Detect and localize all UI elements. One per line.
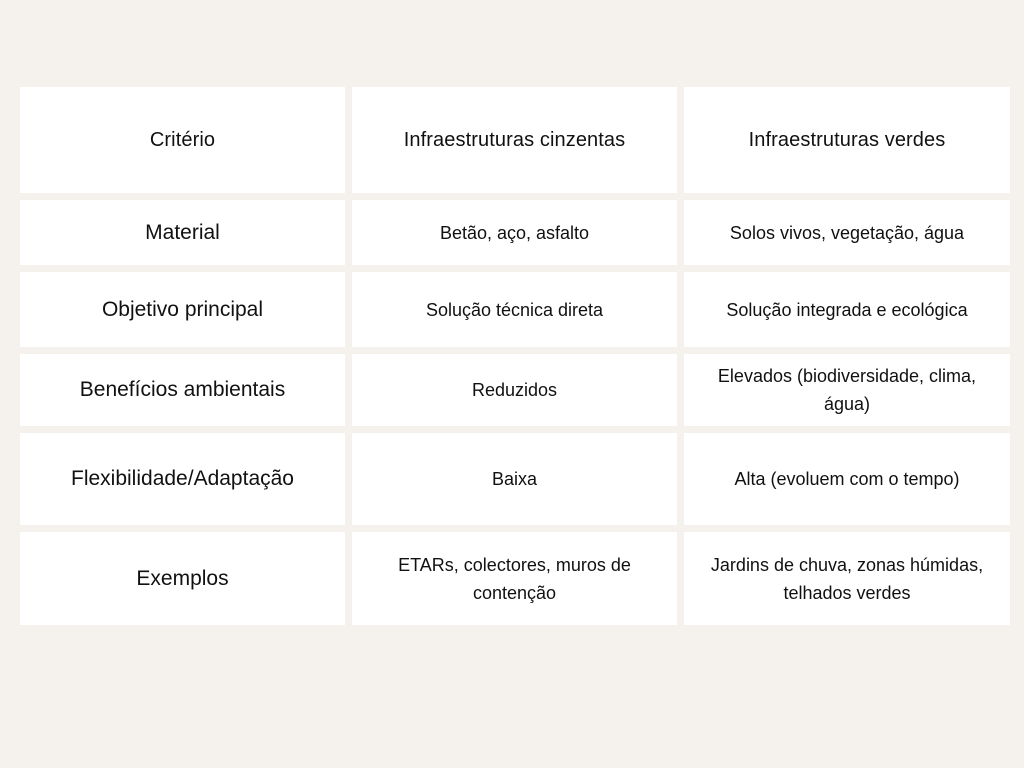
cell-flexibilidade-grey: Baixa	[352, 433, 677, 525]
cell-exemplos-green: Jardins de chuva, zonas húmidas, telhados verdes	[684, 532, 1010, 625]
cell-objetivo-grey: Solução técnica direta	[352, 272, 677, 347]
row-label-objetivo: Objetivo principal	[20, 272, 345, 347]
cell-beneficios-green: Elevados (biodiversidade, clima, água)	[684, 354, 1010, 426]
comparison-table	[20, 87, 1010, 625]
cell-flexibilidade-green: Alta (evoluem com o tempo)	[684, 433, 1010, 525]
header-criterio: Critério	[20, 87, 345, 193]
cell-beneficios-grey: Reduzidos	[352, 354, 677, 426]
header-green-infrastructure: Infraestruturas verdes	[684, 87, 1010, 193]
header-grey-infrastructure: Infraestruturas cinzentas	[352, 87, 677, 193]
row-label-material: Material	[20, 200, 345, 265]
cell-material-green: Solos vivos, vegetação, água	[684, 200, 1010, 265]
cell-exemplos-grey: ETARs, colectores, muros de contenção	[352, 532, 677, 625]
row-label-exemplos: Exemplos	[20, 532, 345, 625]
cell-objetivo-green: Solução integrada e ecológica	[684, 272, 1010, 347]
row-label-beneficios: Benefícios ambientais	[20, 354, 345, 426]
row-label-flexibilidade: Flexibilidade/Adaptação	[20, 433, 345, 525]
cell-material-grey: Betão, aço, asfalto	[352, 200, 677, 265]
